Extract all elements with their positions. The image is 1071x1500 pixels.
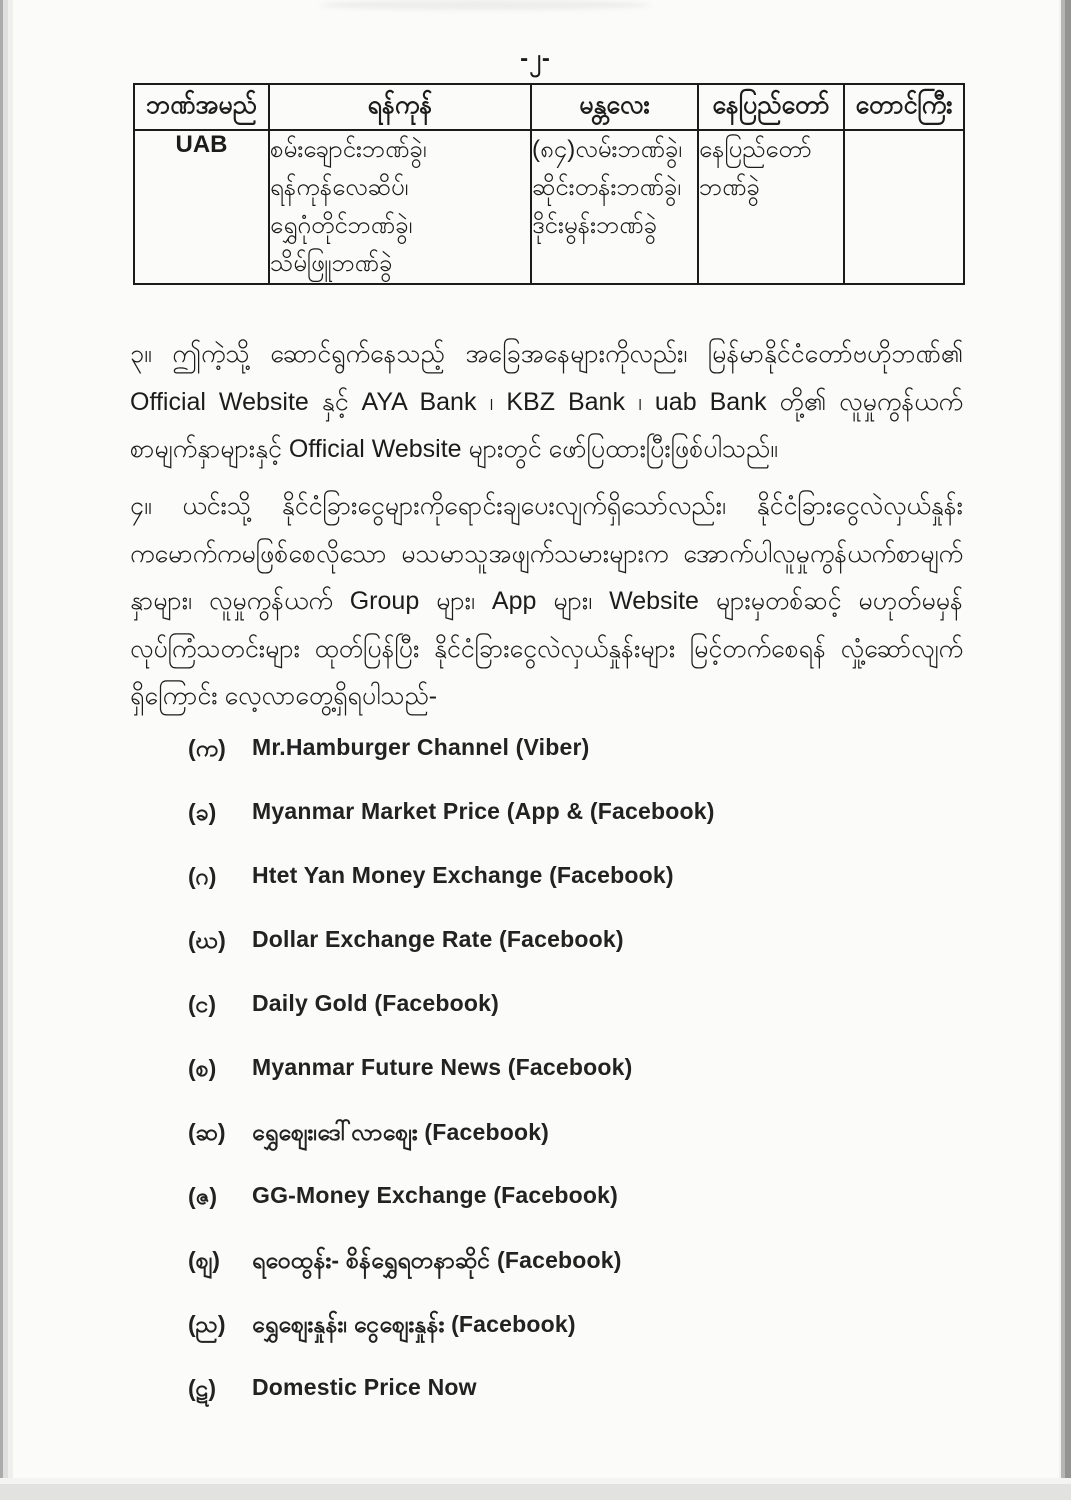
cell-yangon-branches bbox=[269, 130, 531, 284]
list-item-marker: (င) bbox=[188, 991, 217, 1017]
list-item bbox=[0, 1374, 1071, 1438]
branch-line: ရန်ကုန်လေဆိပ်၊ bbox=[270, 174, 409, 201]
cell-bank-name: UAB bbox=[134, 130, 269, 284]
paragraph-line: ၃။ ဤကဲ့သို့ ဆောင်ရွက်နေသည့် အခြေအနေများကိုလည်း၊ မြန်မာနိုင်ငံတော်ဗဟိုဘဏ်၏ bbox=[130, 340, 963, 368]
paragraph-line: Official Website နှင့် AYA Bank ၊ KBZ Bank ၊ uab Bank တို့၏ လူမှုကွန်ယက် bbox=[130, 387, 963, 416]
list-item-marker: (က) bbox=[188, 735, 226, 761]
paragraph-line: စာမျက်နှာများနှင့် Official Website များတွင် ဖော်ပြထားပြီးဖြစ်ပါသည်။ bbox=[130, 435, 778, 463]
list-item-text: Daily Gold (Facebook) bbox=[252, 990, 500, 1016]
list-item-marker: (ဆ) bbox=[188, 1119, 226, 1145]
branch-line: ဆိုင်းတန်းဘဏ်ခွဲ၊ bbox=[532, 174, 682, 201]
list-item-text: Mr.Hamburger Channel (Viber) bbox=[252, 734, 590, 760]
column-header-taunggyi: တောင်ကြီး bbox=[844, 84, 964, 130]
list-item bbox=[0, 798, 1071, 862]
cell-naypyitaw-branches bbox=[698, 130, 844, 284]
table-header-row bbox=[134, 84, 964, 130]
list-item-marker: (ဋ) bbox=[188, 1375, 217, 1401]
list-item bbox=[0, 1182, 1071, 1246]
branch-line: နေပြည်တော် bbox=[699, 136, 812, 163]
branch-line: သိမ်ဖြူဘဏ်ခွဲ bbox=[270, 250, 393, 277]
list-item-marker: (ခ) bbox=[188, 799, 217, 825]
list-item-marker: (စ) bbox=[188, 1055, 217, 1081]
branch-line: စမ်းချောင်းဘဏ်ခွဲ၊ bbox=[270, 136, 427, 163]
list-item bbox=[0, 1246, 1071, 1310]
page-number: -၂- bbox=[520, 45, 551, 72]
list-item bbox=[0, 734, 1071, 798]
bank-branch-table bbox=[133, 83, 965, 285]
branch-line: ရွှေဂုံတိုင်ဘဏ်ခွဲ၊ bbox=[270, 212, 413, 239]
paragraph-4 bbox=[130, 486, 963, 724]
list-item-text: Htet Yan Money Exchange (Facebook) bbox=[252, 862, 674, 888]
paragraph-3 bbox=[130, 334, 963, 477]
cell-mandalay-branches bbox=[531, 130, 698, 284]
cell-taunggyi-branches bbox=[844, 130, 964, 284]
paragraph-line: နှာများ၊ လူမှုကွန်ယက် Group များ၊ App များ၊ Website များမှတစ်ဆင့် မဟုတ်မမှန် bbox=[130, 587, 963, 615]
paragraph-line: ရှိကြောင်း လေ့လာတွေ့ရှိရပါသည်- bbox=[130, 682, 438, 710]
branch-line: ဘဏ်ခွဲ bbox=[699, 174, 760, 201]
list-item-text: ရဝေထွန်း- စိန်ရွှေရတနာဆိုင် (Facebook) bbox=[252, 1247, 622, 1273]
list-item-marker: (ည) bbox=[188, 1311, 226, 1337]
list-item-marker: (စျ) bbox=[188, 1247, 220, 1273]
branch-line: ဒိုင်းမွန်းဘဏ်ခွဲ bbox=[532, 212, 657, 239]
list-item bbox=[0, 1054, 1071, 1118]
list-item-marker: (ဇ) bbox=[188, 1183, 217, 1209]
paragraph-line: ကမောက်ကမဖြစ်စေလိုသော မသမာသူအဖျက်သမားများက အောက်ပါလူမှုကွန်ယက်စာမျက် bbox=[130, 539, 963, 568]
list-item-text: ရွှေစျေးနှုန်း၊ ငွေစျေးနှုန်း (Facebook) bbox=[252, 1311, 576, 1337]
list-item bbox=[0, 1310, 1071, 1374]
list-item-text: ရွှေစျေး၊ဒေါ်လာစျေး (Facebook) bbox=[252, 1119, 550, 1145]
list-item bbox=[0, 862, 1071, 926]
list-item bbox=[0, 1118, 1071, 1182]
list-item bbox=[0, 990, 1071, 1054]
list-item-text: Domestic Price Now bbox=[252, 1374, 477, 1400]
list-item-text: Myanmar Future News (Facebook) bbox=[252, 1054, 633, 1080]
table-row bbox=[134, 130, 964, 284]
scan-edge-bottom bbox=[0, 1478, 1071, 1500]
list-item-text: GG-Money Exchange (Facebook) bbox=[252, 1182, 618, 1208]
branch-line: (၈၄)လမ်းဘဏ်ခွဲ၊ bbox=[532, 136, 683, 163]
column-header-mandalay: မန္တလေး bbox=[531, 84, 698, 130]
list-item-marker: (ဂ) bbox=[188, 863, 217, 889]
list-item-text: Dollar Exchange Rate (Facebook) bbox=[252, 926, 624, 952]
paragraph-line: ၄။ ယင်းသို့ နိုင်ငံခြားငွေများကိုရောင်းချပေးလျက်ရှိသော်လည်း၊ နိုင်ငံခြားငွေလဲလှယ်နှုန်း bbox=[130, 492, 963, 520]
column-header-naypyitaw: နေပြည်တော် bbox=[698, 84, 844, 130]
list-item-marker: (ဃ) bbox=[188, 927, 226, 953]
source-list bbox=[0, 734, 1071, 1438]
scan-smudge bbox=[320, 0, 650, 10]
column-header-yangon: ရန်ကုန် bbox=[269, 84, 531, 130]
list-item-text: Myanmar Market Price (App & (Facebook) bbox=[252, 798, 715, 824]
column-header-bank-name: ဘဏ်အမည် bbox=[134, 84, 269, 130]
paragraph-line: လုပ်ကြံသတင်းများ ထုတ်ပြန်ပြီး နိုင်ငံခြားငွေလဲလှယ်နှုန်းများ မြင့်တက်စေရန် လှုံ့ဆော်လျက် bbox=[130, 634, 963, 663]
list-item bbox=[0, 926, 1071, 990]
